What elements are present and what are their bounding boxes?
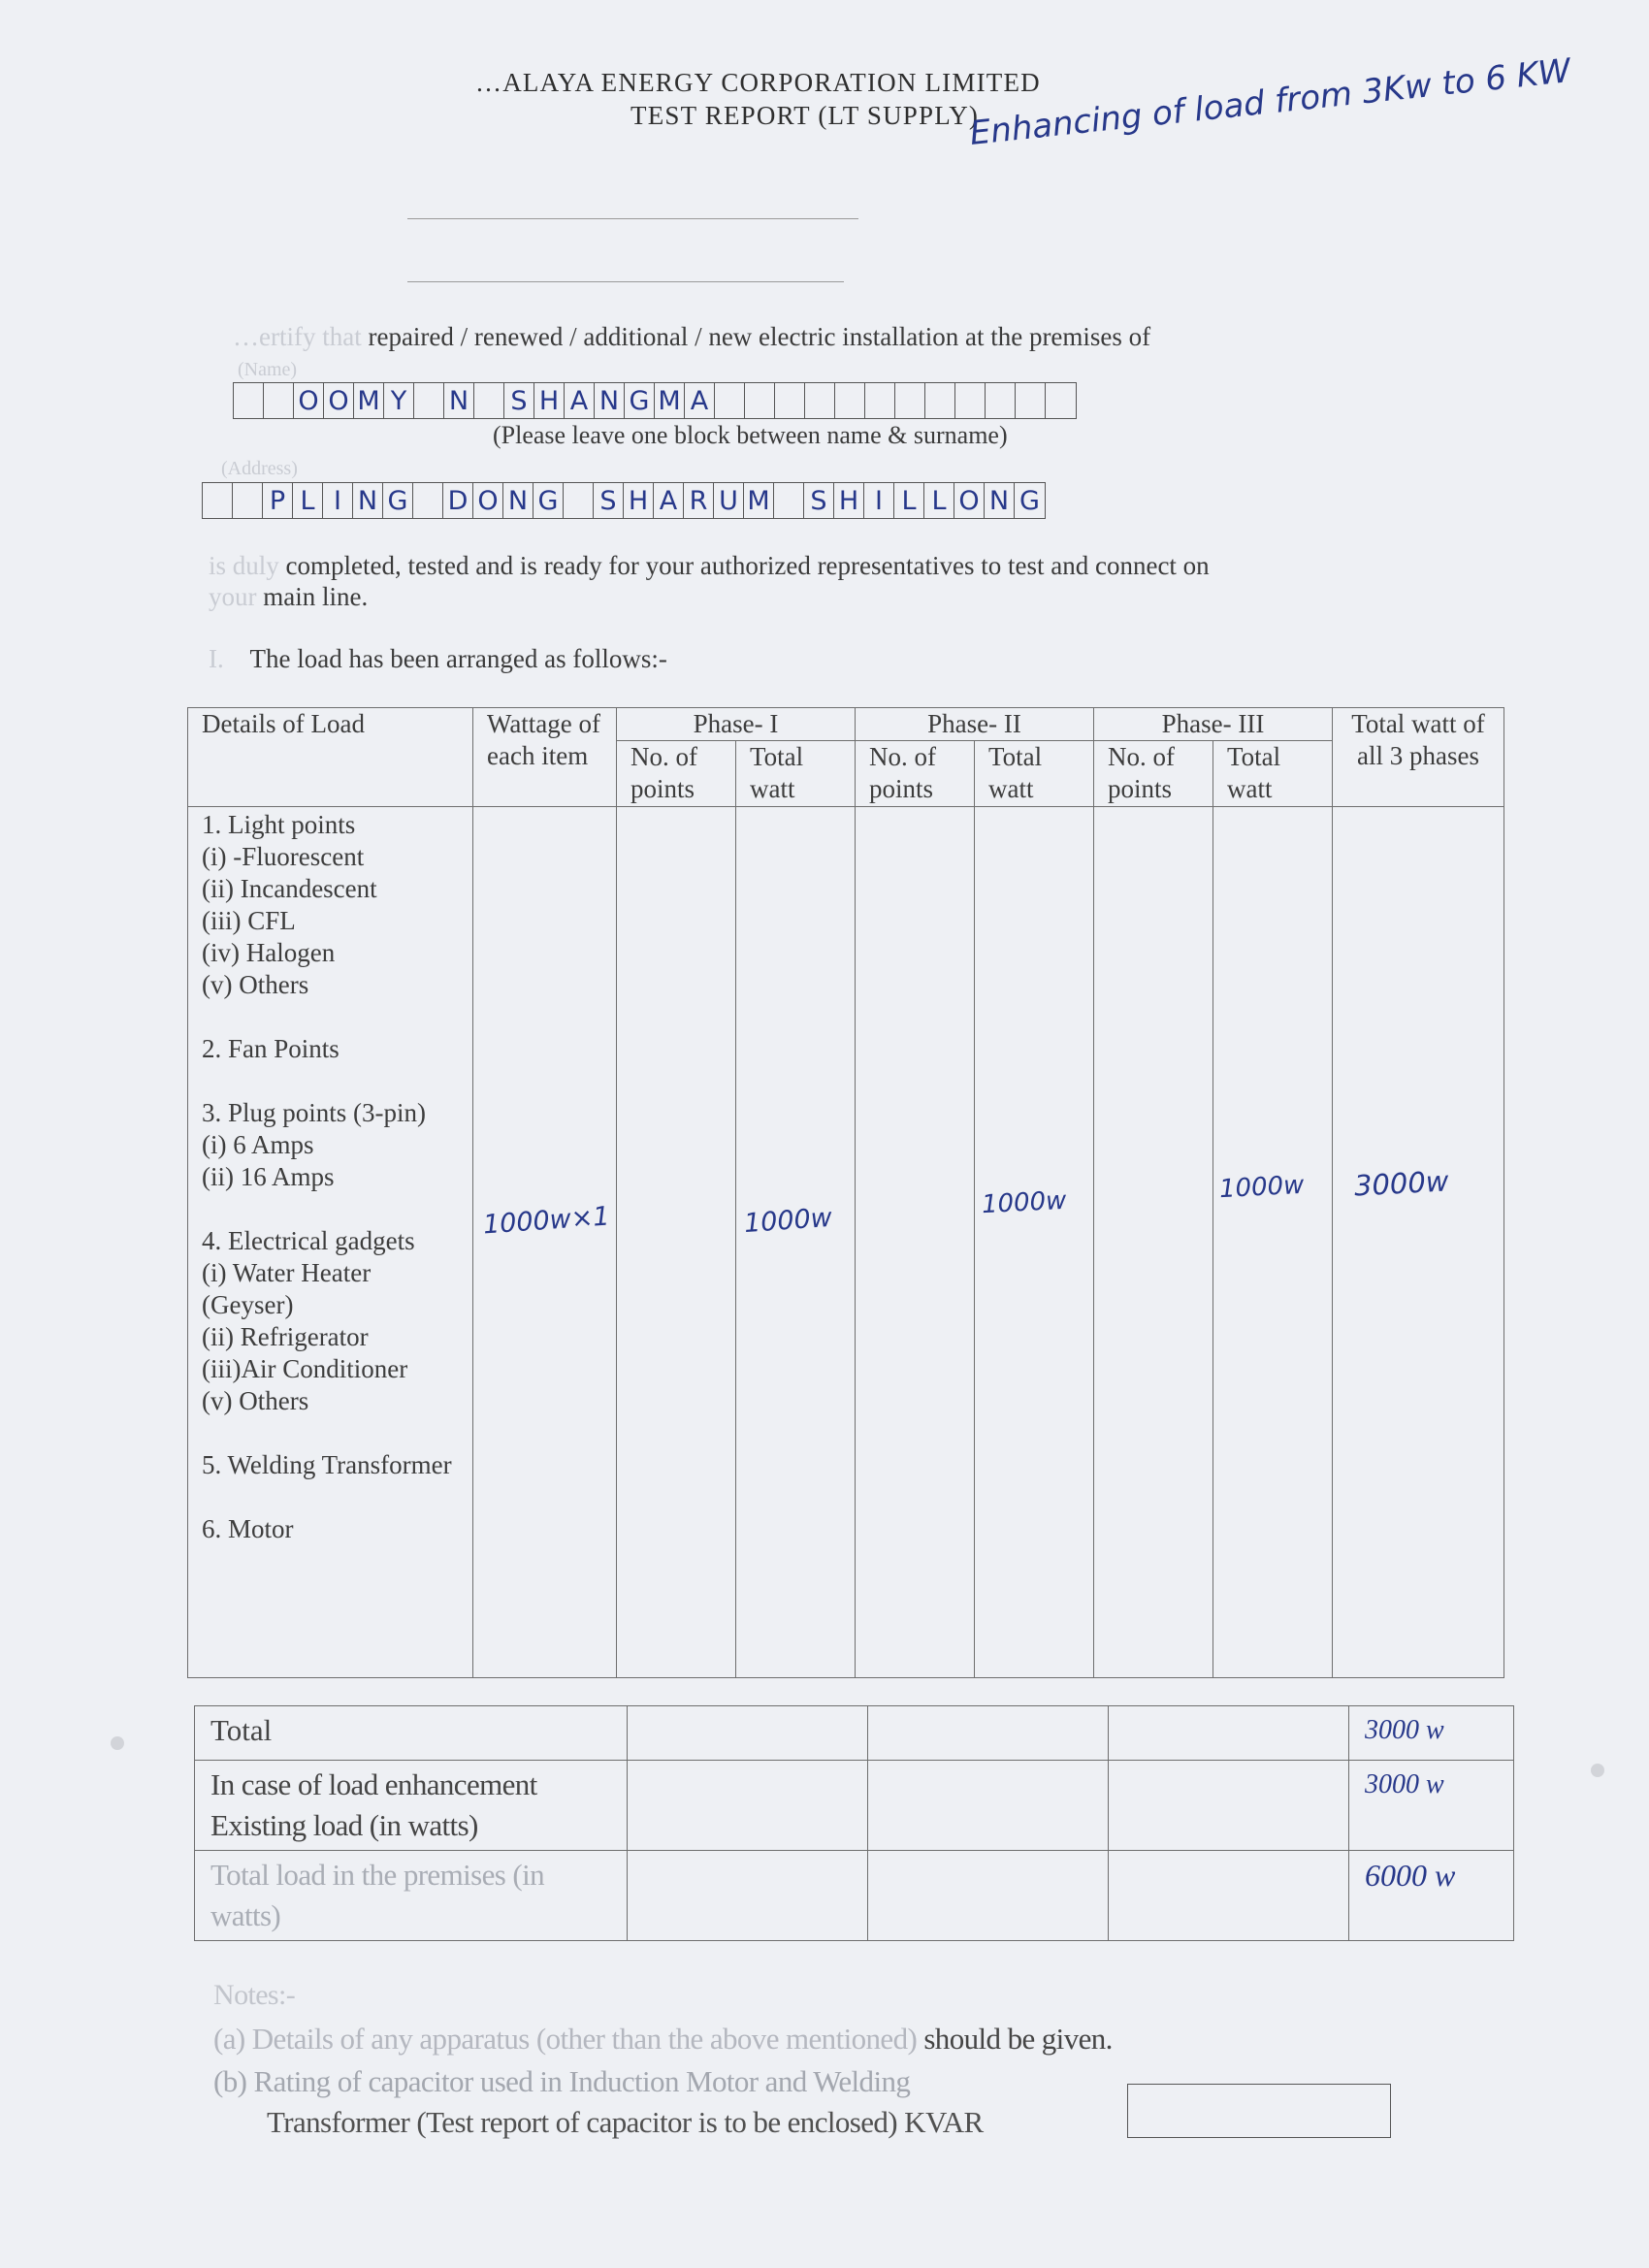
existing-p3 xyxy=(1109,1761,1349,1851)
header-p1-points: No. of points xyxy=(617,741,736,807)
total-p2 xyxy=(868,1706,1109,1761)
p2-total-cell xyxy=(975,807,1094,1678)
existing-load-label: In case of load enhancement Existing load (in watts) xyxy=(195,1761,628,1851)
name-letter-box: M xyxy=(655,383,685,418)
address-letter-box xyxy=(203,483,233,518)
name-letter-box: H xyxy=(534,383,565,418)
header-p1-total: Total watt xyxy=(736,741,856,807)
gadget-item-3: (iii)Air Conditioner xyxy=(202,1354,408,1383)
address-letter-box: O xyxy=(954,483,985,518)
header-p2-total: Total watt xyxy=(975,741,1094,807)
address-letter-box: U xyxy=(714,483,744,518)
plug-item-1: (i) 6 Amps xyxy=(202,1130,314,1159)
welding-transformer: 5. Welding Transformer xyxy=(202,1450,452,1479)
completed-text: completed, tested and is ready for your authorized representatives to test and connect on xyxy=(285,551,1210,580)
address-letter-box: I xyxy=(323,483,353,518)
note-a-suffix: should be given. xyxy=(923,2022,1113,2056)
premises-load-label: Total load in the premises (in watts) xyxy=(195,1851,628,1941)
header-total-all-phases: Total watt of all 3 phases xyxy=(1333,708,1504,807)
p3-points-cell xyxy=(1094,807,1213,1678)
notes-title: Notes:- xyxy=(213,1979,296,2011)
gadget-item-2: (ii) Refrigerator xyxy=(202,1322,369,1351)
handwritten-total-all: 3000w xyxy=(1353,1164,1450,1203)
name-letter-box: O xyxy=(324,383,354,418)
existing-p2 xyxy=(868,1761,1109,1851)
address-label: (Address) xyxy=(221,458,298,479)
name-letter-box xyxy=(1046,383,1076,418)
address-letter-box: N xyxy=(985,483,1015,518)
totals-table xyxy=(194,1705,1514,1941)
main-line-text: main line. xyxy=(263,582,369,611)
light-item-1: (i) -Fluorescent xyxy=(202,842,365,871)
address-letter-box: H xyxy=(624,483,654,518)
name-letter-box xyxy=(986,383,1016,418)
address-letter-box: G xyxy=(1019,485,1040,516)
name-letter-box xyxy=(865,383,895,418)
name-letter-box xyxy=(925,383,955,418)
punch-hole-mark xyxy=(111,1736,124,1750)
section-number: I. xyxy=(209,644,224,673)
name-letter-box xyxy=(1016,383,1046,418)
address-letter-box: P xyxy=(263,483,293,518)
existing-load-value: 3000 w xyxy=(1349,1761,1514,1851)
note-a xyxy=(213,2022,1113,2057)
name-letter-box: O xyxy=(294,383,324,418)
address-letter-box: G xyxy=(534,483,564,518)
name-letter-box xyxy=(775,383,805,418)
address-letter-box: A xyxy=(654,483,684,518)
name-letter-box xyxy=(895,383,925,418)
light-item-4: (iv) Halogen xyxy=(202,938,336,967)
gadgets-title: 4. Electrical gadgets xyxy=(202,1226,415,1255)
header-p3-total: Total watt xyxy=(1213,741,1333,807)
fan-points: 2. Fan Points xyxy=(202,1034,340,1063)
address-letter-box: N xyxy=(503,483,534,518)
header-phase-2: Phase- II xyxy=(856,708,1094,741)
name-letter-box xyxy=(715,383,745,418)
address-letter-box: M xyxy=(744,483,774,518)
header-phase-1: Phase- I xyxy=(617,708,856,741)
name-letter-box: S xyxy=(504,383,534,418)
existing-p1 xyxy=(628,1761,868,1851)
handwritten-p1-total: 1000w xyxy=(743,1202,833,1240)
name-letter-box: G xyxy=(625,383,655,418)
total-label: Total xyxy=(195,1706,628,1761)
intro-prefix: …ertify that xyxy=(233,322,362,351)
kvar-box xyxy=(1127,2084,1391,2138)
main-line xyxy=(209,582,368,612)
total-value: 3000 w xyxy=(1349,1706,1514,1761)
wattage-column xyxy=(473,807,617,1678)
handwritten-note: Enhancing of load from 3Kw to 6 KW xyxy=(967,51,1573,153)
header-p3-points: No. of points xyxy=(1094,741,1213,807)
p1-points-cell xyxy=(617,807,736,1678)
section-1-heading xyxy=(209,644,667,674)
address-letter-box xyxy=(233,483,263,518)
name-letter-box: N xyxy=(595,383,625,418)
note-b-line-1: (b) Rating of capacitor used in Induction Motor and Welding xyxy=(213,2064,911,2098)
gadget-item-4: (v) Others xyxy=(202,1386,309,1415)
load-details-list xyxy=(188,807,473,1678)
address-letter-box: S xyxy=(594,483,624,518)
name-letter-box xyxy=(264,383,294,418)
name-letter-box xyxy=(414,383,444,418)
address-letter-box: R xyxy=(684,483,714,518)
header-details-of-load: Details of Load xyxy=(188,708,473,807)
address-letter-box: L xyxy=(293,483,323,518)
header-wattage: Wattage of each item xyxy=(473,708,617,807)
total-all-cell xyxy=(1333,807,1504,1678)
address-letter-box: D xyxy=(443,483,473,518)
intro-text: repaired / renewed / additional / new electric installation at the premises of xyxy=(368,322,1151,351)
address-letter-box xyxy=(564,483,594,518)
name-letter-box: A xyxy=(685,383,715,418)
name-letter-box: N xyxy=(444,383,474,418)
punch-hole-mark xyxy=(1591,1764,1604,1777)
note-a-prefix: (a) Details of any apparatus (other than the above mentioned) xyxy=(213,2022,918,2056)
p1-total-cell xyxy=(736,807,856,1678)
load-table xyxy=(187,707,1504,1678)
name-label: (Name) xyxy=(238,359,298,380)
address-letter-box: N xyxy=(353,483,383,518)
name-letter-box: Y xyxy=(384,383,414,418)
premises-p2 xyxy=(868,1851,1109,1941)
address-letter-box: H xyxy=(834,483,864,518)
completed-prefix: is duly xyxy=(209,551,279,580)
motor: 6. Motor xyxy=(202,1514,294,1543)
header-phase-3: Phase- III xyxy=(1094,708,1333,741)
address-letter-box: S xyxy=(804,483,834,518)
handwritten-p3-total: 1000w xyxy=(1218,1170,1306,1205)
address-letter-box xyxy=(413,483,443,518)
light-points-title: 1. Light points xyxy=(202,810,356,839)
plug-points-title: 3. Plug points (3-pin) xyxy=(202,1098,427,1127)
p2-points-cell xyxy=(856,807,1068,1678)
name-letter-box xyxy=(234,383,264,418)
name-letter-box xyxy=(745,383,775,418)
total-p3 xyxy=(1109,1706,1349,1761)
premises-p3 xyxy=(1109,1851,1349,1941)
total-p1 xyxy=(628,1706,868,1761)
name-letter-box xyxy=(955,383,986,418)
blank-line-1 xyxy=(407,218,858,219)
address-box-row xyxy=(202,482,1046,519)
section-title: The load has been arranged as follows:- xyxy=(249,644,667,673)
header-p2-points: No. of points xyxy=(856,741,975,807)
note-b-line-2: Transformer (Test report of capacitor is to be enclosed) KVAR xyxy=(267,2105,984,2139)
completed-line xyxy=(209,551,1210,581)
blank-line-2 xyxy=(407,281,844,282)
address-letter-box: L xyxy=(894,483,924,518)
plug-item-2: (ii) 16 Amps xyxy=(202,1162,335,1191)
address-letter-box: L xyxy=(924,483,954,518)
name-letter-box xyxy=(805,383,835,418)
name-letter-box: A xyxy=(565,383,595,418)
light-item-5: (v) Others xyxy=(202,970,309,999)
light-item-3: (iii) CFL xyxy=(202,906,296,935)
name-hint: (Please leave one block between name & surname) xyxy=(493,421,1008,449)
gadget-item-1: (i) Water Heater (Geyser) xyxy=(202,1258,372,1319)
address-letter-box: O xyxy=(473,483,503,518)
report-title: TEST REPORT (LT SUPPLY) xyxy=(630,101,980,130)
name-letter-box xyxy=(835,383,865,418)
address-letter-box xyxy=(774,483,804,518)
premises-p1 xyxy=(628,1851,868,1941)
organization-title: …ALAYA ENERGY CORPORATION LIMITED xyxy=(475,68,1041,97)
name-letter-box: M xyxy=(354,383,384,418)
address-letter-box: G xyxy=(383,483,413,518)
address-letter-box: I xyxy=(864,483,894,518)
handwritten-wattage: 1000w×1 xyxy=(482,1201,611,1241)
name-letter-box xyxy=(474,383,504,418)
p3-total-cell xyxy=(1213,807,1333,1678)
intro-line xyxy=(233,322,1150,352)
handwritten-p2-total: 1000w xyxy=(981,1185,1068,1220)
main-line-prefix: your xyxy=(209,582,257,611)
name-box-row xyxy=(233,382,1077,419)
premises-load-value: 6000 w xyxy=(1349,1851,1514,1941)
light-item-2: (ii) Incandescent xyxy=(202,874,377,903)
